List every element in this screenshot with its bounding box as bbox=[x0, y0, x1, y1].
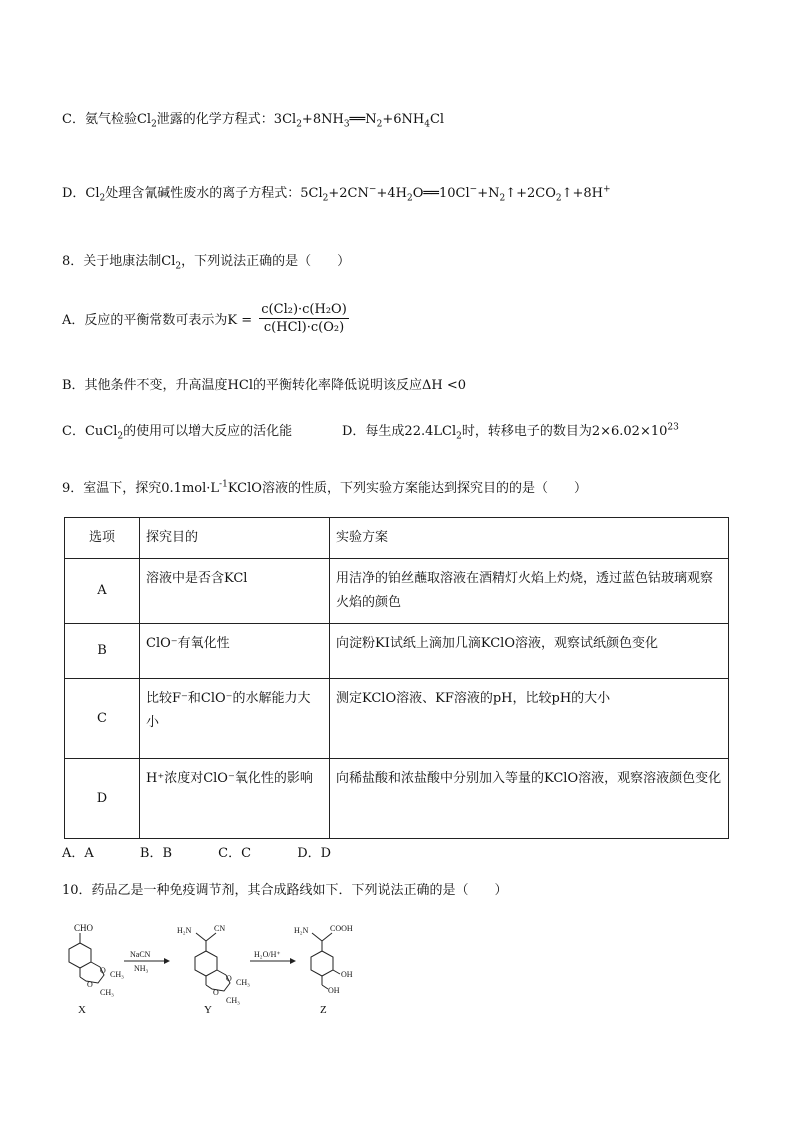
table-row: D H⁺浓度对ClO⁻氧化性的影响 向稀盐酸和浓盐酸中分别加入等量的KClO溶液，观察溶液颜色变化 bbox=[65, 759, 729, 839]
q7-option-c: C．氨气检验$Cl_2$泄露的化学方程式：$3Cl_2+8NH_3══N_2+6NH_4Cl$ bbox=[62, 112, 445, 130]
y-nitrile: CN bbox=[214, 924, 226, 933]
q8-option-a: A．反应的平衡常数可表示为K = $\frac{\text{c(Cl₂)·c(H₂O)}}{\text{c(HCl)·c(O₂)}}$ bbox=[62, 302, 347, 335]
q8-option-d: D．每生成22.4LCl$_2$时，转移电子的数目为$2\times 6.02\times 10^{23}$ bbox=[342, 422, 679, 442]
z-hydroxyl-2: OH bbox=[328, 986, 340, 995]
q9-stem: 9．室温下，探究$0.1mol\cdot L^{-1}KClO$溶液的性质，下列实验方案能达到探究目的的是（ ） bbox=[62, 479, 587, 496]
z-amino: H₂N bbox=[294, 926, 309, 935]
arrow-1-reagent: NaCN bbox=[130, 950, 151, 959]
molecule-y bbox=[195, 933, 230, 991]
y-ch3-1: CH₃ bbox=[236, 978, 250, 987]
header-plan: 实验方案 bbox=[330, 518, 729, 559]
equilibrium-constant-fraction: $\frac{\text{c(Cl₂)·c(H₂O)}}{\text{c(HCl)·c(O₂)}}$ bbox=[261, 302, 347, 335]
x-group-cho: CHO bbox=[74, 923, 94, 933]
experiment-table bbox=[64, 517, 729, 839]
arrow-1-condition: NH₃ bbox=[134, 964, 149, 973]
synthesis-scheme bbox=[60, 915, 380, 1020]
x-ch3-2: CH₃ bbox=[100, 988, 114, 997]
z-carboxyl: COOH bbox=[330, 924, 353, 933]
q8-option-c: C．CuCl$_2$的使用可以增大反应的活化能 bbox=[62, 424, 293, 442]
arrow-2-head bbox=[290, 958, 296, 964]
choice-b[interactable]: B．B bbox=[139, 846, 173, 861]
label-z: Z bbox=[320, 1004, 327, 1016]
table-header-row bbox=[65, 518, 729, 559]
table-row: A 溶液中是否含KCl 用洁净的铂丝蘸取溶液在酒精灯火焰上灼烧，透过蓝色钴玻璃观察火焰的颜色 bbox=[65, 559, 729, 624]
choice-c[interactable]: C．C bbox=[218, 846, 252, 861]
z-hydroxyl-1: OH bbox=[341, 970, 353, 979]
label-y: Y bbox=[204, 1004, 212, 1016]
y-oxygen-1: O bbox=[226, 974, 232, 983]
arrow-2-reagent: H₂O/H⁺ bbox=[254, 950, 281, 959]
arrow-1-head bbox=[164, 958, 170, 964]
molecule-x bbox=[69, 933, 104, 983]
x-oxygen-1: O bbox=[100, 966, 106, 975]
q8-stem: 8．关于地康法制$Cl_2$，下列说法正确的是（ ） bbox=[62, 254, 351, 272]
choice-a[interactable]: A．A bbox=[62, 846, 94, 861]
header-option: 选项 bbox=[65, 518, 140, 559]
y-ch3-2: CH₃ bbox=[226, 996, 240, 1005]
label-x: X bbox=[78, 1004, 86, 1016]
table-row: B ClO⁻有氧化性 向淀粉KI试纸上滴加几滴KClO溶液，观察试纸颜色变化 bbox=[65, 624, 729, 679]
q10-stem: 10．药品乙是一种免疫调节剂，其合成路线如下．下列说法正确的是（ ） bbox=[62, 883, 508, 898]
q7-option-d: D．$Cl_2$处理含氰碱性废水的离子方程式：$5Cl_2+2CN^-+4H_2O══10Cl^-+N_2↑+2CO_2↑+8H^+$ bbox=[62, 184, 611, 204]
choice-d[interactable]: D．D bbox=[297, 846, 332, 861]
header-purpose: 探究目的 bbox=[140, 518, 330, 559]
q8-option-b: B．其他条件不变，升高温度HCl的平衡转化率降低说明该反应ΔH <0 bbox=[62, 378, 467, 393]
table-row: C 比较F⁻和ClO⁻的水解能力大小 测定KClO溶液、KF溶液的pH，比较pH的大小 bbox=[65, 679, 729, 759]
y-oxygen-2: O bbox=[213, 988, 219, 997]
x-oxygen-2: O bbox=[87, 980, 93, 989]
molecule-z bbox=[311, 933, 340, 989]
x-ch3-1: CH₃ bbox=[110, 970, 124, 979]
y-amino: H₂N bbox=[177, 926, 192, 935]
q9-choices bbox=[62, 842, 373, 861]
